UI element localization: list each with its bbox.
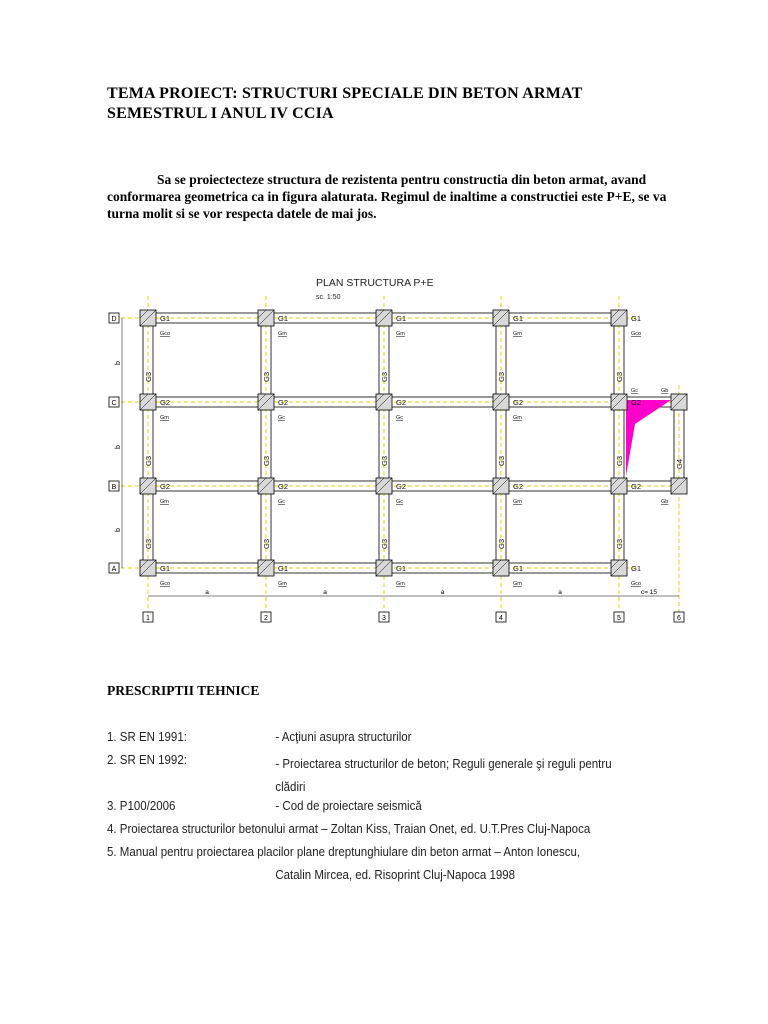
beam-label-vertical: G3 [144,371,153,382]
dimension-label: b [115,528,122,532]
beam-label: G2 [631,482,642,491]
slab-label: Gm [278,331,287,337]
reference-title: - Acţiuni asupra structurilor [275,730,412,744]
slab-label: Gc [396,415,404,421]
col-axis-label: 6 [677,615,681,622]
slab-label: Gco [631,581,642,587]
beam-label: G1 [513,314,524,323]
reference-code: 3. P100/2006 [107,799,176,813]
intro-text: Sa se proiectecteze structura de rezistenta pentru constructia din beton armat, avand conformarea geometrica ca in figura alaturata. Regimul de inaltime a constructiei este P+E, se va turna molit si se vor respecta datele de mai jos. [107,172,667,221]
reference-title: - Cod de proiectare seismică [275,799,422,813]
structural-plan-drawing [100,270,700,630]
beam-label: G2 [396,398,407,407]
slab-label: Gc [396,499,404,505]
row-axis-label: C [111,400,117,407]
row-axis-label: B [111,484,117,491]
slab-label: Gm [513,415,522,421]
beam-label-vertical: G3 [615,371,624,382]
edge-beam-label: G4 [675,458,684,469]
beam-label-vertical: G3 [380,455,389,466]
slab-label: Gc [278,499,286,505]
slab-label: Gm [278,581,287,587]
plan-title: PLAN STRUCTURA P+E [316,277,434,289]
beam-label: G1 [278,314,289,323]
plan-scale: sc. 1:50 [316,294,341,301]
beam-label: G2 [513,398,524,407]
dimension-label: c= 15 [640,589,658,596]
row-axis-label: D [111,316,117,323]
project-title [107,84,582,124]
section-title: PRESCRIPTII TEHNICE [107,683,260,698]
slab-label: Gm [513,581,522,587]
slab-label: Gm [160,499,169,505]
slab-label: Gco [160,581,171,587]
beam-label: G2 [160,398,171,407]
beam-label-vertical: G3 [497,455,506,466]
row-axis-label: A [111,566,117,573]
beam-label-vertical: G3 [144,455,153,466]
slab-label: Gm [396,331,405,337]
slab-label: Gc [631,388,639,394]
beam-label: G1 [396,564,407,573]
slab-label: Gc [278,415,286,421]
beam-label-vertical: G3 [262,371,271,382]
beam-label-vertical: G3 [144,538,153,549]
beam-label: G2 [160,482,171,491]
beam-label: G1 [631,314,642,323]
highlight-region [626,400,671,476]
dimension-label: a [558,589,562,596]
reference-code: 1. SR EN 1991: [107,730,187,744]
beam-label-vertical: G3 [497,538,506,549]
col-axis-label: 5 [617,615,621,622]
reference-code: 2. SR EN 1992: [107,753,187,767]
reference-full: 5. Manual pentru proiectarea placilor plane dreptunghiulare din beton armat – Anton Ionescu, [107,845,581,859]
slab-label: Gm [396,581,405,587]
beam-label: G1 [160,564,171,573]
beam-label: G2 [278,482,289,491]
slab-label: Gb [661,499,669,505]
slab-label: Gco [160,331,171,337]
col-axis-label: 1 [146,615,150,622]
beam-label-vertical: G3 [615,538,624,549]
reference-continuation: Catalin Mircea, ed. Risoprint Cluj-Napoca 1998 [275,868,516,882]
beam-label: G1 [396,314,407,323]
slab-label: Gco [631,331,642,337]
intro-paragraph [107,171,687,222]
beam-label: G1 [160,314,171,323]
slab-label: Gm [513,499,522,505]
beam-label: G2 [396,482,407,491]
slab-label: Gm [160,415,169,421]
col-axis-label: 4 [499,615,503,622]
beam-label-vertical: G3 [380,538,389,549]
beam-label: G1 [631,564,642,573]
beam-label: G1 [513,564,524,573]
beam-label: G2 [513,482,524,491]
beam-label-vertical: G3 [262,538,271,549]
slab-label: Gm [513,331,522,337]
beam-label-vertical: G3 [262,455,271,466]
beam-label-vertical: G3 [615,455,624,466]
reference-title: - Proiectarea structurilor de beton; Reguli generale şi reguli pentru clădiri [275,757,612,794]
reference-full: 4. Proiectarea structurilor betonului armat – Zoltan Kiss, Traian Onet, ed. U.T.Pres Cluj-Napoca [107,822,591,836]
dimension-label: b [115,445,122,449]
slab-label: Gb [661,388,669,394]
col-axis-label: 2 [264,615,268,622]
title-line-2: SEMESTRUL I ANUL IV CCIA [107,105,334,122]
beam-label: G2 [278,398,289,407]
dimension-label: b [115,361,122,365]
beam-label-vertical: G3 [497,371,506,382]
dimension-label: a [323,589,327,596]
beam-label: G1 [278,564,289,573]
beam-label-vertical: G3 [380,371,389,382]
beam-label: G2 [631,398,642,407]
dimension-label: a [440,589,445,596]
col-axis-label: 3 [382,615,386,622]
dimension-label: a [205,589,209,596]
title-line-1: TEMA PROIECT: STRUCTURI SPECIALE DIN BETON ARMAT [107,85,583,102]
